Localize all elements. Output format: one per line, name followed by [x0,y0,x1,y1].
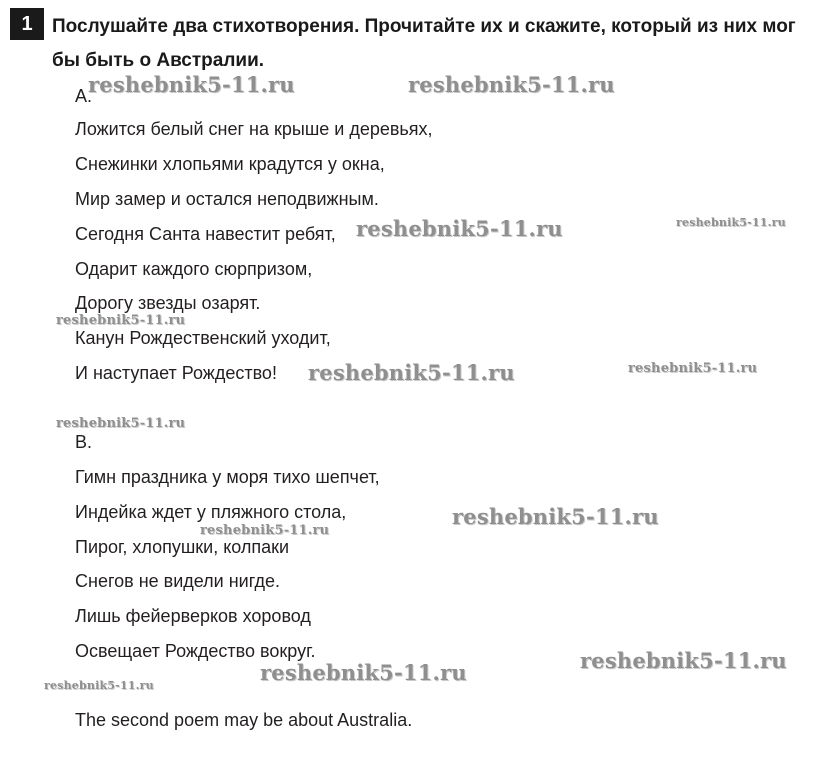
watermark: reshebnik5-11.ru [56,416,186,431]
watermark: reshebnik5-11.ru [628,361,758,376]
watermark: reshebnik5-11.ru [260,660,467,685]
poem-b-line: Индейка ждет у пляжного стола, [75,502,347,522]
poem-b-label: B. [75,432,93,452]
poem-b-line: Освещает Рождество вокруг. [75,641,316,661]
answer-text: The second poem may be about Australia. [75,710,413,730]
poem-a-label: A. [75,86,93,106]
poem-a-line: Канун Рождественский уходит, [75,328,331,348]
poem-a-line: И наступает Рождество! [75,363,277,383]
poem-b-line: Снегов не видели нигде. [75,571,281,591]
watermark: reshebnik5-11.ru [452,504,659,529]
poem-b-line: Пирог, хлопушки, колпаки [75,537,290,557]
poem-b-line: Лишь фейерверков хоровод [75,606,311,626]
watermark: reshebnik5-11.ru [356,216,563,241]
watermark: reshebnik5-11.ru [580,648,787,673]
watermark: reshebnik5-11.ru [44,679,154,692]
poem-b-line: Гимн праздника у моря тихо шепчет, [75,467,380,487]
watermark: reshebnik5-11.ru [200,523,330,538]
watermark: reshebnik5-11.ru [408,72,615,97]
poem-a-line: Одарит каждого сюрпризом, [75,259,313,279]
poem-a-line: Снежинки хлопьями крадутся у окна, [75,154,385,174]
watermark: reshebnik5-11.ru [308,360,515,385]
watermark: reshebnik5-11.ru [56,313,186,328]
watermark: reshebnik5-11.ru [88,72,295,97]
task-instruction: Послушайте два стихотворения. Прочитайте их и скажите, который из них мог бы быть о Австралии. [52,16,796,71]
poem-a-line: Дорогу звезды озарят. [75,293,261,313]
task-number-badge: 1 [10,8,44,40]
poem-a-line: Ложится белый снег на крыше и деревьях, [75,119,433,139]
watermark: reshebnik5-11.ru [676,216,786,229]
poem-a-line: Сегодня Санта навестит ребят, [75,224,336,244]
poem-a-line: Мир замер и остался неподвижным. [75,189,379,209]
